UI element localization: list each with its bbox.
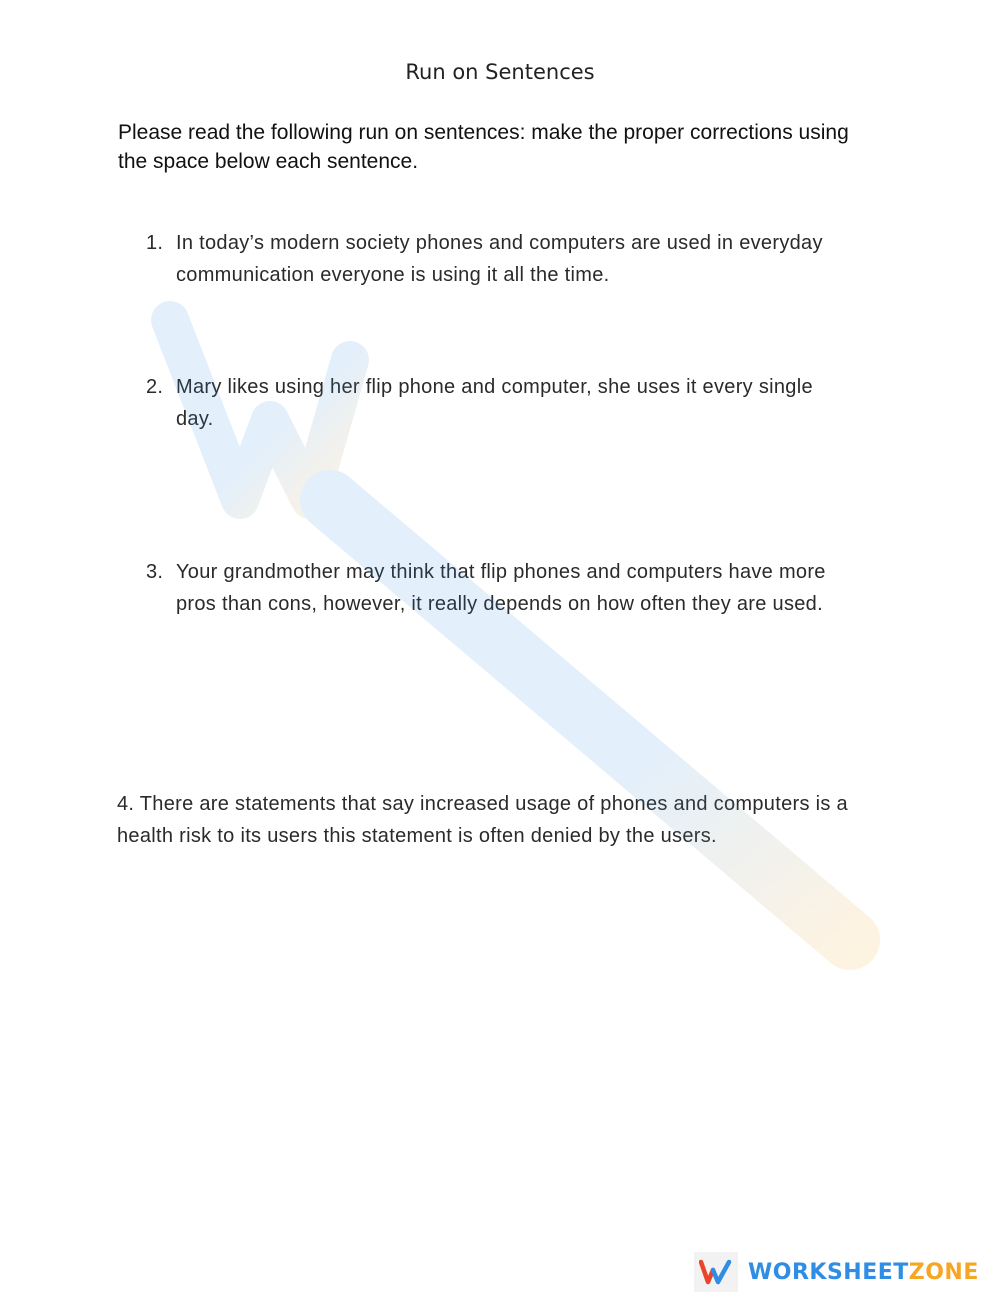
logo-text [748, 1260, 979, 1285]
sentence-item-2 [146, 371, 826, 435]
instructions: Please read the following run on sentences: make the proper corrections using the space below each sentence. [118, 121, 849, 173]
item-number: 3. [146, 561, 164, 583]
sentence-item-4 [117, 788, 897, 852]
sentence-item-3 [146, 556, 866, 620]
w-logo-icon [694, 1252, 738, 1292]
item-text: Your grandmother may think that flip phones and computers have more pros than cons, however, it really depends on how often they are used. [176, 561, 826, 615]
sentence-item-1 [146, 227, 826, 291]
item-text: Mary likes using her flip phone and computer, she uses it every single day. [176, 376, 813, 430]
logo-text-part2: ZONE [908, 1259, 979, 1285]
worksheetzone-logo [694, 1252, 979, 1292]
page-title: Run on Sentences [405, 60, 595, 84]
logo-text-part1: WORKSHEET [748, 1259, 909, 1285]
item-text: In today’s modern society phones and computers are used in everyday communication everyone is using it all the time. [176, 232, 823, 286]
item-text: There are statements that say increased usage of phones and computers is a health risk to its users this statement is often denied by the users. [117, 793, 848, 847]
item-number: 4. [117, 793, 135, 815]
item-number: 2. [146, 376, 164, 398]
item-number: 1. [146, 232, 164, 254]
